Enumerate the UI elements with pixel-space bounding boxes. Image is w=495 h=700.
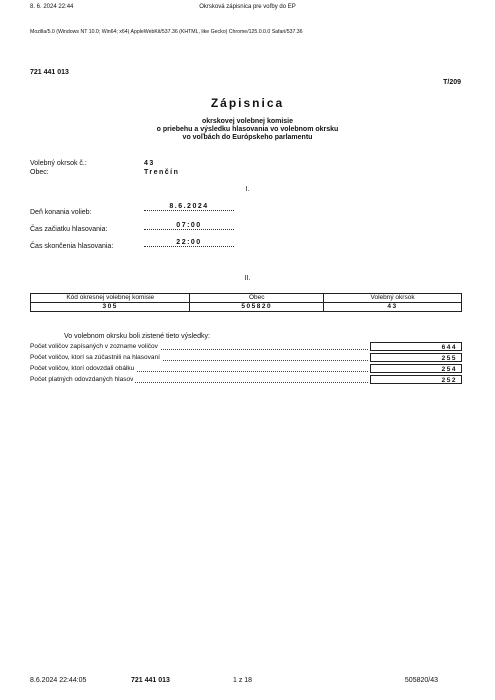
result-row [30, 375, 462, 385]
codes-header-commission: Kód okresnej volebnej komisie [31, 294, 190, 303]
document-number: 721 441 013 [30, 69, 69, 76]
codes-value-municipality: 505820 [190, 303, 324, 312]
subtitle-election: vo voľbách do Európskeho parlamentu [182, 134, 313, 141]
end-time-label: Čas skončenia hlasovania: [30, 243, 114, 250]
results-intro: Vo volebnom okrsku boli zistené tieto výsledky: [64, 333, 210, 340]
result-row [30, 364, 462, 374]
footer-datetime: 8.6.2024 22:44:05 [30, 677, 87, 684]
result-label: Počet platných odovzdaných hlasov [30, 376, 134, 383]
codes-value-district: 43 [324, 303, 462, 312]
result-value: 255 [370, 353, 462, 362]
codes-table [30, 293, 462, 312]
result-row [30, 342, 462, 352]
user-agent-string: Mozilla/5.0 (Windows NT 10.0; Win64; x64) AppleWebKit/537.36 (KHTML, like Gecko) Chrome/125.0.0.0 Safari/537.36 [30, 29, 303, 35]
footer-code: 505820/43 [404, 677, 438, 684]
document-title: Zápisnica [210, 96, 285, 110]
subtitle-commission: okrskovej volebnej komisie [201, 118, 294, 125]
footer-document-number: 721 441 013 [131, 677, 170, 684]
form-code: T/209 [443, 79, 461, 86]
codes-header-row [31, 294, 462, 303]
result-row [30, 353, 462, 363]
codes-header-district: Volebný okrsok [324, 294, 462, 303]
district-value: 43 [144, 160, 155, 167]
codes-header-municipality: Obec [190, 294, 324, 303]
codes-value-commission: 305 [31, 303, 190, 312]
election-day-value: 8.6.2024 [144, 203, 234, 211]
print-page-title: Okrsková zápisnica pre voľby do EP [199, 4, 296, 10]
result-label: Počet voličov zapísaných v zozname voličov [30, 343, 158, 350]
codes-value-row [31, 303, 462, 312]
section-i-heading: I. [245, 186, 250, 193]
result-label: Počet voličov, ktorí odovzdali obálku [30, 365, 135, 372]
result-value: 644 [370, 342, 462, 351]
election-day-label: Deň konania volieb: [30, 209, 92, 216]
municipality-label: Obec: [30, 169, 49, 176]
print-datetime: 8. 6. 2024 22:44 [30, 4, 74, 10]
district-label: Volebný okrsok č.: [30, 160, 87, 167]
section-ii-heading: II. [244, 275, 251, 282]
result-label: Počet voličov, ktorí sa zúčastnili na hlasovaní [30, 354, 160, 361]
start-time-label: Čas začiatku hlasovania: [30, 226, 108, 233]
municipality-value: Trenčín [144, 169, 180, 176]
footer-page-number: 1 z 18 [233, 677, 253, 684]
end-time-value: 22:00 [144, 239, 234, 247]
result-value: 252 [370, 375, 462, 384]
start-time-value: 07:00 [144, 222, 234, 230]
subtitle-progress: o priebehu a výsledku hlasovania vo volebnom okrsku [156, 126, 339, 133]
result-value: 254 [370, 364, 462, 373]
